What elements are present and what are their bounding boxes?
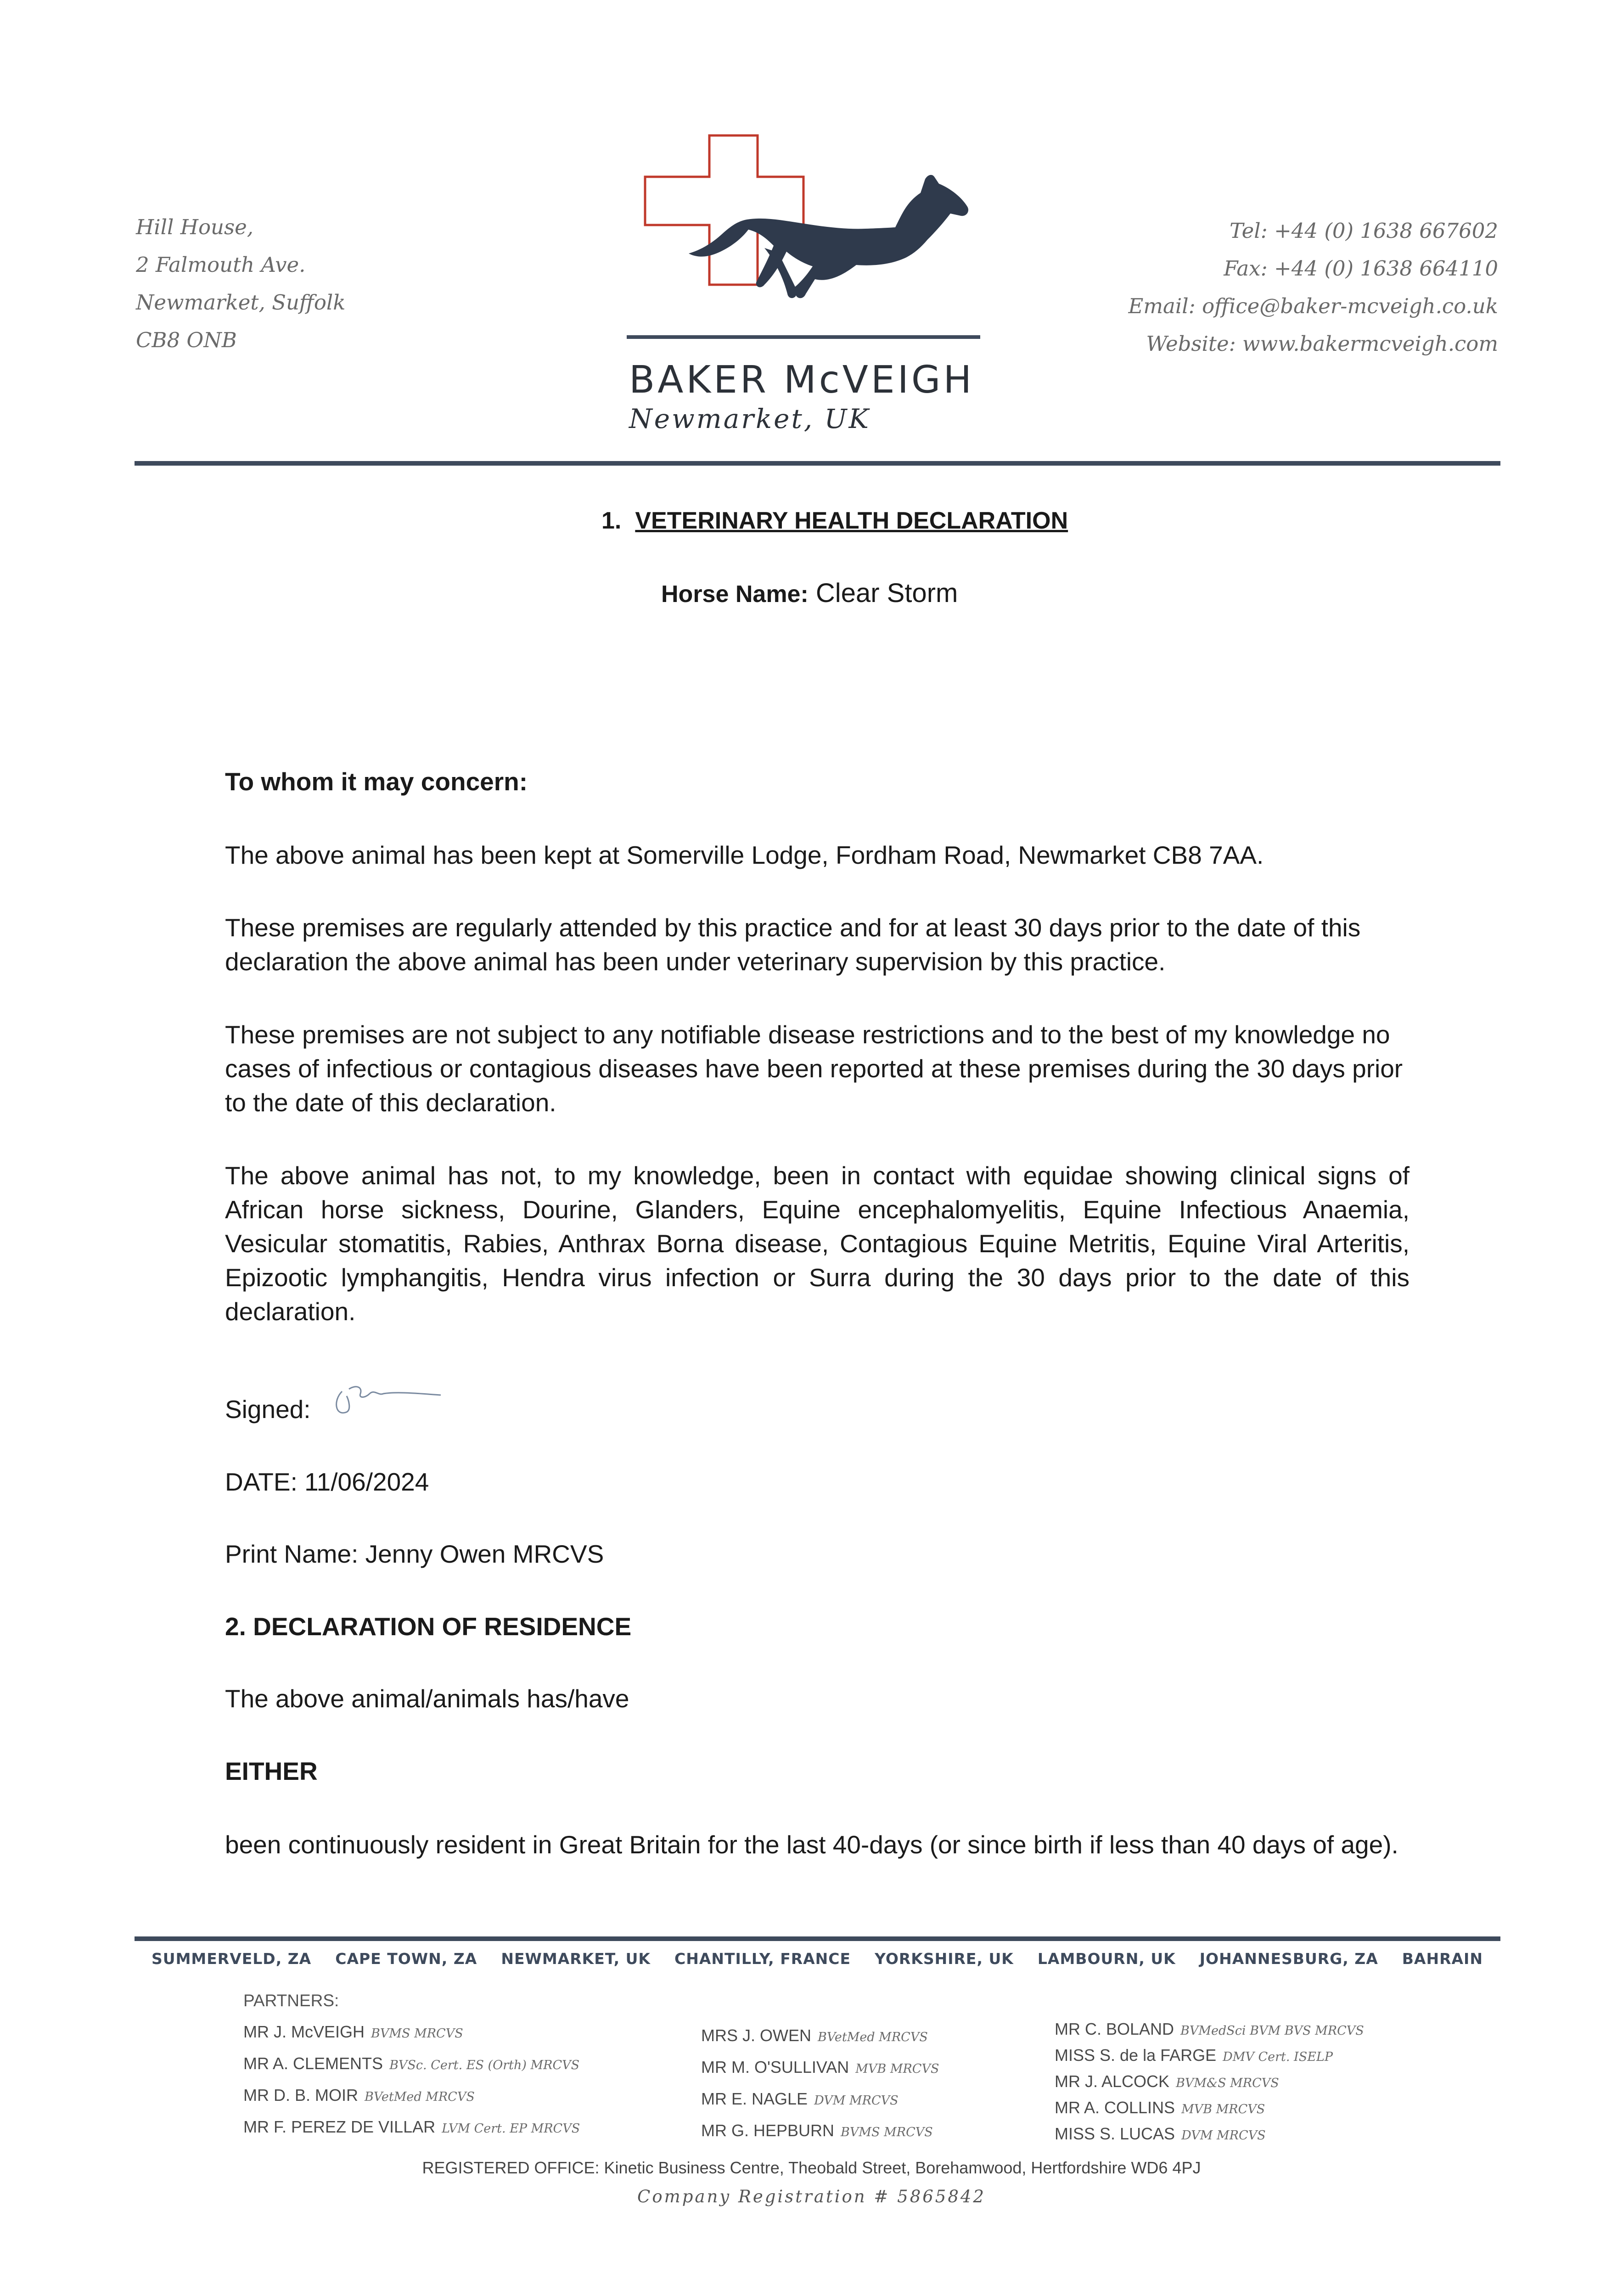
horse-name-line [661, 578, 958, 608]
office-item: SUMMERVELD, ZA [152, 1950, 312, 1968]
address-line: Newmarket, Suffolk [136, 290, 346, 315]
partner-entry: MR E. NAGLE DVM MRCVS [701, 2089, 899, 2108]
company-registration: Company Registration # 5865842 [637, 2187, 986, 2206]
partners-column-2 [701, 2020, 939, 2147]
partner-entry: MR J. ALCOCK BVM&S MRCVS [1055, 2072, 1279, 2091]
practice-contact [1128, 212, 1498, 363]
practice-address [136, 208, 346, 359]
section1-number: 1. [601, 507, 622, 534]
office-item: LAMBOURN, UK [1037, 1950, 1176, 1968]
brand-name: BAKER McVEIGH [629, 358, 975, 402]
contact-tel: Tel: +44 (0) 1638 667602 [1230, 219, 1498, 243]
print-name: Print Name: Jenny Owen MRCVS [225, 1540, 604, 1568]
partners-column-3 [1055, 2017, 1364, 2148]
registered-office: REGISTERED OFFICE: Kinetic Business Centre, Theobald Street, Borehamwood, Hertfordshire WD6 4PJ [422, 2158, 1201, 2177]
office-locations [152, 1950, 1483, 1968]
paragraph-premises: The above animal has been kept at Somerville Lodge, Fordham Road, Newmarket CB8 7AA. [225, 841, 1264, 869]
office-item: CAPE TOWN, ZA [335, 1950, 477, 1968]
section1-heading [601, 507, 1068, 535]
horse-name-label: Horse Name: [661, 581, 809, 608]
office-item: CHANTILLY, FRANCE [674, 1950, 851, 1968]
section2-either: EITHER [225, 1757, 318, 1785]
partners-label: PARTNERS: [243, 1991, 339, 2010]
office-item: JOHANNESBURG, ZA [1199, 1950, 1378, 1968]
galloping-horse-icon [689, 175, 968, 298]
office-item: BAHRAIN [1402, 1950, 1483, 1968]
declaration-date: DATE: 11/06/2024 [225, 1468, 429, 1496]
partner-entry: MISS S. de la FARGE DMV Cert. ISELP [1055, 2046, 1333, 2065]
contact-website[interactable]: Website: www.bakermcveigh.com [1146, 332, 1498, 356]
contact-fax: Fax: +44 (0) 1638 664110 [1224, 256, 1498, 281]
partner-entry: MISS S. LUCAS DVM MRCVS [1055, 2124, 1266, 2143]
logo-underline [627, 335, 980, 339]
section2-title: 2. DECLARATION OF RESIDENCE [225, 1612, 632, 1641]
baker-mcveigh-logo [627, 133, 980, 349]
address-line: 2 Falmouth Ave. [136, 253, 306, 277]
partner-entry: MR D. B. MOIR BVetMed MRCVS [243, 2086, 475, 2105]
partner-entry: MR C. BOLAND BVMedSci BVM BVS MRCVS [1055, 2020, 1364, 2038]
partner-entry: MR J. McVEIGH BVMS MRCVS [243, 2022, 463, 2041]
partner-entry: MR F. PEREZ DE VILLAR LVM Cert. EP MRCVS [243, 2117, 580, 2136]
footer-divider [135, 1936, 1500, 1941]
address-line: CB8 ONB [136, 328, 237, 352]
paragraph-supervision: These premises are regularly attended by this practice and for at least 30 days prior to the date of this declaration the above animal has been under veterinary supervision by this practice. [225, 913, 1361, 976]
office-item: NEWMARKET, UK [501, 1950, 651, 1968]
partners-column-1 [243, 2017, 580, 2144]
section2-residence-text: been continuously resident in Great Britain for the last 40-days (or since birth if less than 40 days of age). [225, 1830, 1398, 1859]
address-line: Hill House, [136, 215, 254, 239]
signature-icon [328, 1373, 448, 1424]
partner-entry: MR G. HEPBURN BVMS MRCVS [701, 2121, 933, 2140]
signed-label: Signed: [225, 1395, 311, 1424]
header-divider [135, 461, 1500, 466]
office-item: YORKSHIRE, UK [875, 1950, 1014, 1968]
paragraph-contact-equidae: The above animal has not, to my knowledge, been in contact with equidae showing clinical signs of African horse sickness, Dourine, Glanders, Equine encephalomyelitis, Equine Infectious Anaemia, Vesicular stomatitis, Rabies, Anthrax Borna disease, Contagious Equine Metritis, Equine Viral Arteritis, Epizootic lymphangitis, Hendra virus infection or Surra during the 30 days prior to the date of this declaration. [225, 1161, 1410, 1326]
partner-entry: MR M. O'SULLIVAN MVB MRCVS [701, 2058, 939, 2077]
partner-entry: MRS J. OWEN BVetMed MRCVS [701, 2026, 928, 2045]
contact-email[interactable]: Email: office@baker-mcveigh.co.uk [1128, 294, 1498, 318]
brand-location: Newmarket, UK [629, 403, 870, 434]
section1-title: VETERINARY HEALTH DECLARATION [635, 507, 1068, 534]
horse-name-value: Clear Storm [815, 578, 958, 608]
paragraph-disease-restrictions: These premises are not subject to any notifiable disease restrictions and to the best of my knowledge no cases of infectious or contagious diseases have been reported at these premises during the 30 days prior to the date of this declaration. [225, 1020, 1403, 1117]
partner-entry: MR A. COLLINS MVB MRCVS [1055, 2098, 1265, 2117]
salutation: To whom it may concern: [225, 767, 528, 796]
partner-entry: MR A. CLEMENTS BVSc. Cert. ES (Orth) MRCVS [243, 2054, 580, 2073]
section2-intro: The above animal/animals has/have [225, 1684, 629, 1713]
